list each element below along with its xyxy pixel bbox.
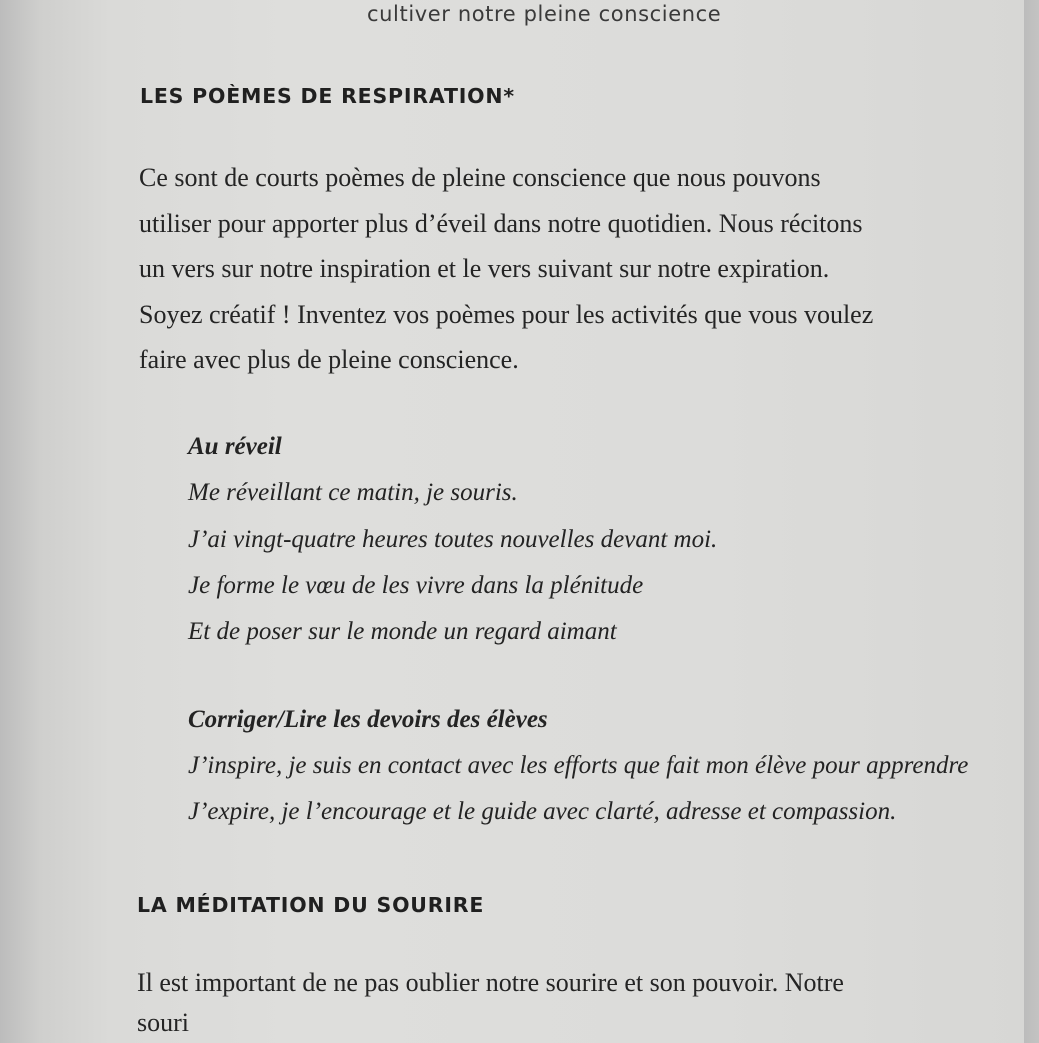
paragraph-line: Soyez créatif ! Inventez vos poèmes pour les activités que vous voulez	[139, 299, 874, 329]
poem-line: Et de poser sur le monde un regard aimant	[188, 618, 617, 646]
paragraph-line: Ce sont de courts poèmes de pleine conscience que nous pouvons	[139, 163, 821, 192]
poem-grading-homework	[188, 697, 968, 834]
poem-line: J’inspire, je suis en contact avec les efforts que fait mon élève pour apprendre	[188, 751, 969, 779]
paragraph-line: Il est important de ne pas oublier notre sourire et son pouvoir. Notre	[137, 968, 844, 997]
section-title-breathing-poems: LES POÈMES DE RESPIRATION*	[140, 84, 515, 108]
poem-title: Corriger/Lire les devoirs des élèves	[188, 706, 548, 733]
intro-paragraph	[139, 155, 1039, 383]
paragraph-line: faire avec plus de pleine conscience.	[139, 345, 519, 374]
running-head: cultiver notre pleine conscience	[367, 2, 722, 26]
poem-waking-up	[188, 424, 717, 655]
section-title-smile-meditation: LA MÉDITATION DU SOURIRE	[137, 893, 485, 917]
poem-line: J’expire, je l’encourage et le guide avec clarté, adresse et compassion.	[188, 797, 897, 825]
poem-line: J’ai vingt-quatre heures toutes nouvelles devant moi.	[188, 525, 718, 553]
paragraph-line: un vers sur notre inspiration et le vers suivant sur notre expiration.	[139, 254, 830, 283]
smile-paragraph	[137, 963, 844, 1037]
paragraph-line: utiliser pour apporter plus d’éveil dans notre quotidien. Nous récitons	[139, 208, 863, 238]
poem-line: Me réveillant ce matin, je souris.	[188, 479, 518, 507]
poem-line: Je forme le vœu de les vivre dans la plénitude	[188, 571, 644, 599]
paragraph-line-cut: souri	[137, 1008, 189, 1037]
poem-title: Au réveil	[188, 433, 282, 460]
